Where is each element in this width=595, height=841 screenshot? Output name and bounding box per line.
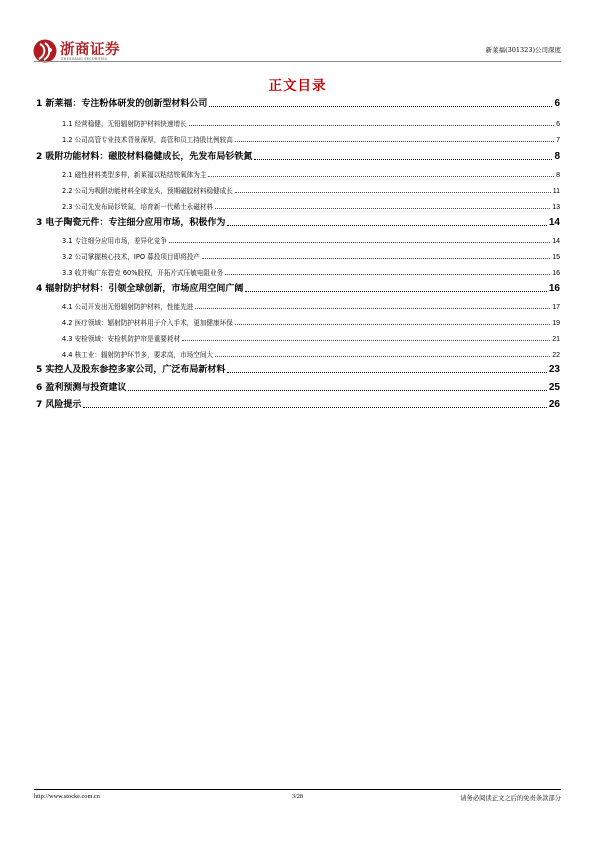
toc-leader-dots — [169, 242, 550, 243]
toc-entry-title: 4.2 医疗领域：辐射防护材料用于介入手术，更加健康环保 — [62, 319, 233, 328]
footer-url[interactable]: http://www.stocke.com.cn — [34, 793, 100, 800]
toc-page-number: 26 — [548, 399, 560, 410]
toc-entry-title: 3.2 公司掌握核心技术，IPO 募投项目即将投产 — [62, 253, 200, 262]
toc-section-entry[interactable] — [62, 115, 560, 129]
toc-section-entry[interactable] — [62, 314, 560, 328]
toc-page-number: 8 — [554, 151, 560, 162]
toc-leader-dots — [182, 340, 550, 341]
toc-entry-title: 1 新莱福：专注粉体研发的创新型材料公司 — [36, 99, 208, 109]
toc-entry-title: 6 盈利预测与投资建议 — [36, 383, 127, 393]
toc-entry-title: 4.3 安检领域：安检机防护帘是重要耗材 — [62, 335, 181, 344]
toc-entry-title: 4.1 公司开发出无铅辐射防护材料，性能先进 — [62, 303, 194, 312]
toc-leader-dots — [208, 176, 554, 177]
header-divider — [34, 61, 561, 62]
toc-title: 正文目录 — [268, 78, 327, 94]
toc-chapter-entry[interactable] — [36, 362, 560, 376]
page-header — [0, 0, 595, 70]
toc-section-entry[interactable] — [62, 232, 560, 246]
toc-section-entry[interactable] — [62, 248, 560, 262]
toc-section-entry[interactable] — [62, 182, 560, 196]
toc-entry-title: 2.3 公司先发布局钐铁氮，培育新一代稀土永磁材料 — [62, 203, 214, 212]
footer-page-number: 3/28 — [291, 793, 304, 800]
toc-page-number: 17 — [552, 304, 560, 311]
toc-chapter-entry[interactable] — [36, 215, 560, 229]
toc-entry-title: 1.2 公司高管专业技术背景深厚，高管和员工持股比例较高 — [62, 136, 233, 145]
footer-disclaimer: 请务必阅读正文之后的免责条款部分 — [460, 795, 561, 802]
toc-page-number: 13 — [552, 204, 560, 211]
toc-entry-title: 2.2 公司为吸附功能材料全球龙头，预期磁胶材料稳健成长 — [62, 187, 233, 196]
toc-section-entry[interactable] — [62, 346, 560, 360]
toc-section-entry[interactable] — [62, 264, 560, 278]
toc-entry-title: 3.1 专注细分应用市场，差异化竞争 — [62, 237, 167, 246]
toc-leader-dots — [202, 258, 550, 259]
toc-leader-dots — [235, 141, 554, 142]
toc-leader-dots — [245, 291, 546, 292]
toc-entry-title: 3 电子陶瓷元件：专注细分应用市场，积极作为 — [36, 218, 226, 228]
toc-section-entry[interactable] — [62, 330, 560, 344]
toc-page-number: 14 — [552, 238, 560, 245]
toc-entry-title: 7 风险提示 — [36, 400, 82, 410]
company-logo — [33, 38, 133, 70]
toc-page-number: 16 — [552, 270, 560, 277]
toc-chapter-entry[interactable] — [36, 281, 560, 295]
toc-page-number: 8 — [556, 172, 560, 179]
logo-subtitle: ZHESHANG SECURITIES — [61, 57, 108, 61]
toc-page-number: 19 — [552, 320, 560, 327]
toc-leader-dots — [215, 208, 550, 209]
toc-page-number: 6 — [554, 98, 560, 109]
toc-page-number: 23 — [548, 364, 560, 375]
toc-entry-title: 3.3 收并购广东碧克 60%股权，开拓片式压敏电阻业务 — [62, 269, 224, 278]
toc-page-number: 25 — [548, 382, 560, 393]
toc-entry-title: 2.1 磁性材料类型多样，新莱福以粘结铁氧体为主 — [62, 171, 207, 180]
toc-section-entry[interactable] — [62, 166, 560, 180]
toc-section-entry[interactable] — [62, 131, 560, 145]
toc-leader-dots — [227, 225, 546, 226]
toc-leader-dots — [209, 106, 552, 107]
toc-leader-dots — [83, 407, 546, 408]
toc-entry-title: 4 辐射防护材料：引领全球创新，市场应用空间广阔 — [36, 284, 244, 294]
toc-leader-dots — [215, 356, 550, 357]
toc-entry-title: 1.1 经营稳健，无铅辐射防护材料快速增长 — [62, 120, 187, 129]
toc-page-number: 6 — [556, 121, 560, 128]
toc-leader-dots — [235, 192, 551, 193]
toc-page-number: 16 — [548, 283, 560, 294]
logo-name: 浙商证券 — [60, 41, 120, 58]
toc-chapter-entry[interactable] — [36, 96, 560, 110]
toc-leader-dots — [195, 308, 550, 309]
toc-leader-dots — [128, 390, 546, 391]
toc-page-number: 14 — [548, 217, 560, 228]
toc-leader-dots — [227, 372, 546, 373]
toc-chapter-entry[interactable] — [36, 380, 560, 394]
toc-leader-dots — [254, 159, 552, 160]
report-tag: 新莱福(301323)公司深度 — [485, 46, 561, 54]
toc-page-number: 15 — [552, 254, 560, 261]
toc-section-entry[interactable] — [62, 298, 560, 312]
toc-entry-title: 2 吸附功能材料：磁胶材料稳健成长，先发布局钐铁氮 — [36, 152, 253, 162]
toc-page-number: 11 — [552, 188, 560, 195]
toc-chapter-entry[interactable] — [36, 397, 560, 411]
toc-leader-dots — [235, 324, 550, 325]
toc-leader-dots — [189, 125, 554, 126]
toc-section-entry[interactable] — [62, 198, 560, 212]
toc-chapter-entry[interactable] — [36, 149, 560, 163]
footer-divider — [34, 789, 561, 790]
toc-page-number: 21 — [552, 336, 560, 343]
toc-entry-title: 4.4 核工业：辐射防护环节多，要求高，市场空间大 — [62, 351, 214, 360]
toc-page-number: 22 — [552, 352, 560, 359]
toc-entry-title: 5 实控人及股东参控多家公司，广泛布局新材料 — [36, 365, 226, 375]
toc-page-number: 7 — [556, 137, 560, 144]
toc-leader-dots — [225, 274, 550, 275]
